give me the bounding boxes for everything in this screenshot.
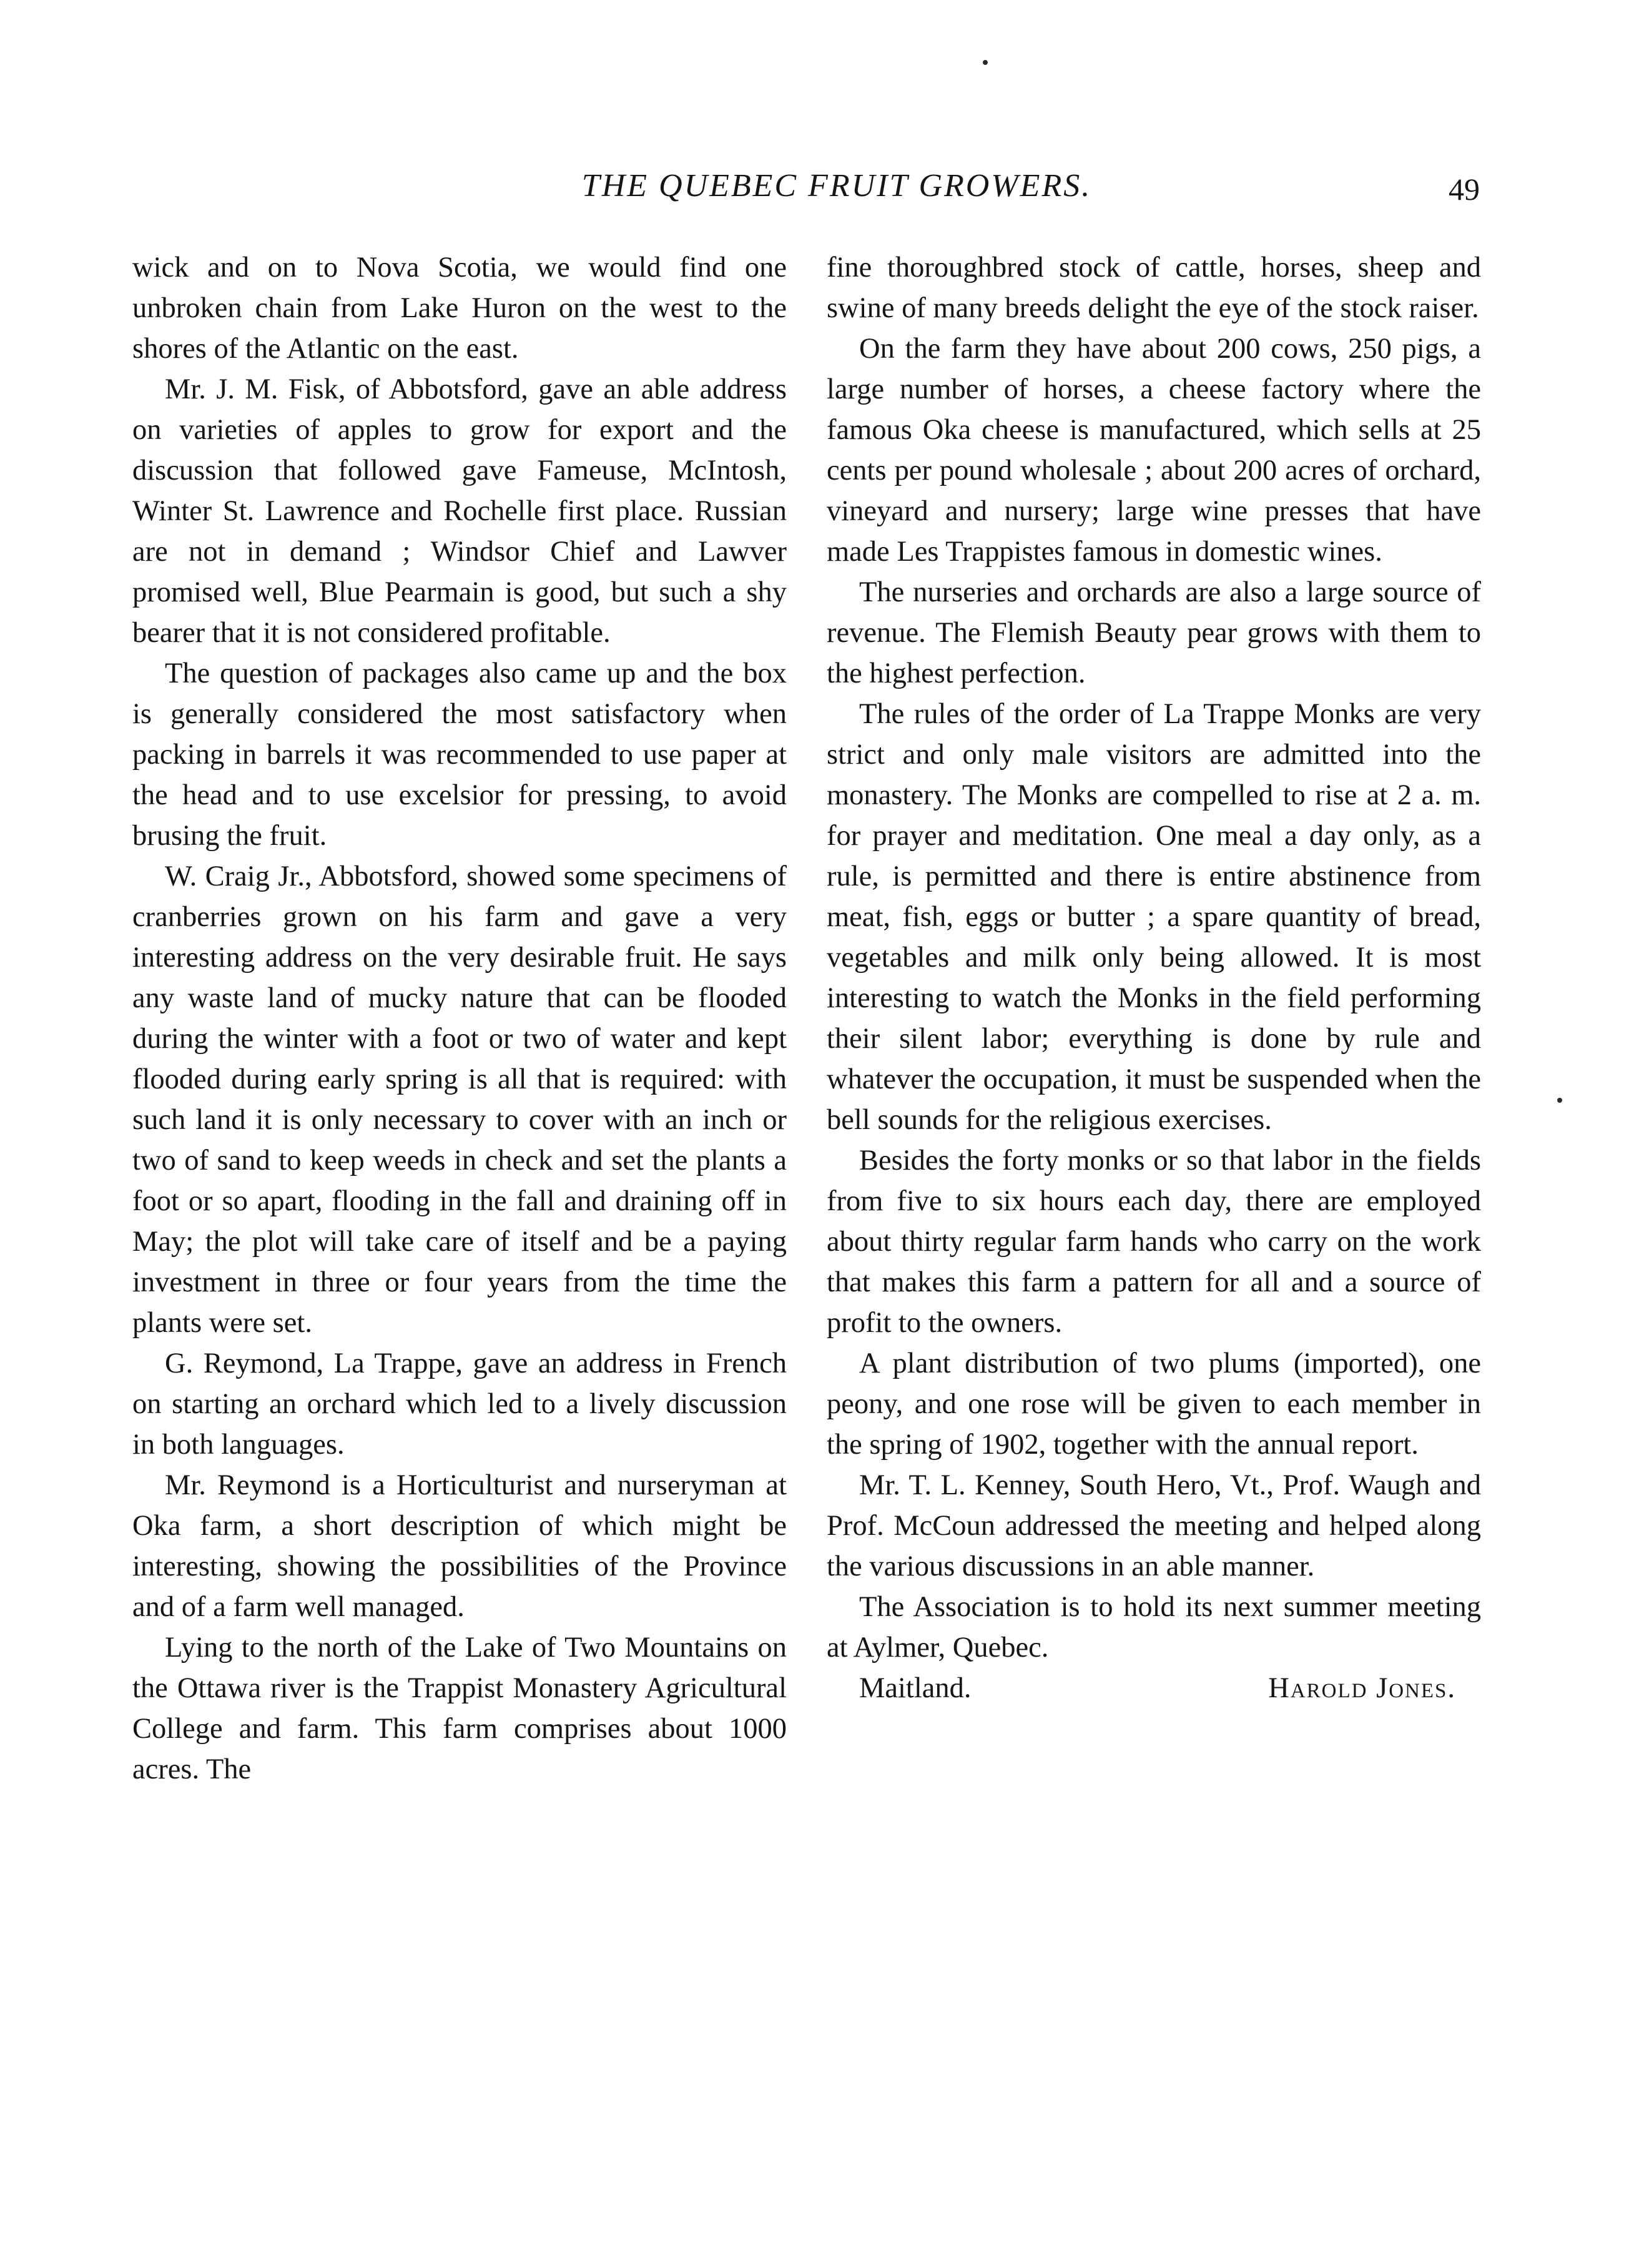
paragraph: wick and on to Nova Scotia, we would find one unbroken chain from Lake Huron on the west to the shores of the Atlantic on the east. xyxy=(132,252,787,365)
paragraph: A plant distribution of two plums (imported), one peony, and one rose will be given to each member in the spring of 1902, together with the annual report. xyxy=(827,1348,1481,1461)
signoff-author: Harold Jones. xyxy=(1268,1672,1456,1704)
left-column xyxy=(132,247,787,1790)
paragraph: Lying to the north of the Lake of Two Mountains on the Ottawa river is the Trappist Monastery Agricultural College and farm. This farm comprises about 1000 acres. The xyxy=(132,1632,787,1785)
signoff xyxy=(827,1668,1481,1708)
paragraph: fine thoroughbred stock of cattle, horses, sheep and swine of many breeds delight the eye of the stock raiser. xyxy=(827,252,1481,324)
page-number: 49 xyxy=(1449,172,1480,207)
paragraph: W. Craig Jr., Abbotsford, showed some specimens of cranberries grown on his farm and gave a very interesting address on the very desirable fruit. He says any waste land of mucky nature that can be flooded during the winter with a foot or two of water and kept flooded during early spring is all that is required: with such land it is only necessary to cover with an inch or two of sand to keep weeds in check and set the plants a foot or so apart, flooding in the fall and draining off in May; the plot will take care of itself and be a paying investment in three or four years from the time the plants were set. xyxy=(132,860,787,1339)
paragraph: The rules of the order of La Trappe Monks are very strict and only male visitors are admitted into the monastery. The Monks are compelled to rise at 2 a. m. for prayer and meditation. One meal a day only, as a rule, is permitted and there is entire abstinence from meat, fish, eggs or butter ; a spare quantity of bread, vegetables and milk only being allowed. It is most interesting to watch the Monks in the field performing their silent labor; everything is done by rule and whatever the occupation, it must be suspended when the bell sounds for the religious exercises. xyxy=(827,698,1481,1136)
paragraph: Mr. J. M. Fisk, of Abbotsford, gave an able address on varieties of apples to grow for export and the discussion that followed gave Fameuse, McIntosh, Winter St. Lawrence and Rochelle first place. Russian are not in demand ; Windsor Chief and Lawver promised well, Blue Pearmain is good, but such a shy bearer that it is not considered profitable. xyxy=(132,373,787,649)
page-header xyxy=(131,167,1505,217)
paragraph: The nurseries and orchards are also a large source of revenue. The Flemish Beauty pear grows with them to the highest perfection. xyxy=(827,576,1481,689)
print-speck xyxy=(983,60,988,65)
running-title: THE QUEBEC FRUIT GROWERS. xyxy=(581,168,1092,204)
paragraph: Mr. Reymond is a Horticulturist and nurseryman at Oka farm, a short description of which might be interesting, showing the possibilities of the Province and of a farm well managed. xyxy=(132,1469,787,1623)
right-column xyxy=(827,247,1481,1708)
paragraph: The question of packages also came up and the box is generally considered the most satisfactory when packing in barrels it was recommended to use paper at the head and to use excelsior for pressing, to avoid brusing the fruit. xyxy=(132,658,787,852)
paragraph: Besides the forty monks or so that labor in the fields from five to six hours each day, there are employed about thirty regular farm hands who carry on the work that makes this farm a pattern for all and a source of profit to the owners. xyxy=(827,1145,1481,1339)
paragraph: G. Reymond, La Trappe, gave an address in French on starting an orchard which led to a lively discussion in both languages. xyxy=(132,1348,787,1461)
paragraph: The Association is to hold its next summer meeting at Aylmer, Quebec. xyxy=(827,1591,1481,1664)
print-speck xyxy=(1557,1098,1562,1103)
paragraph: On the farm they have about 200 cows, 250 pigs, a large number of horses, a cheese factory where the famous Oka cheese is manufactured, which sells at 25 cents per pound wholesale ; about 200 acres of orchard, vineyard and nursery; large wine presses that have made Les Trappistes famous in domestic wines. xyxy=(827,333,1481,568)
signoff-place: Maitland. xyxy=(859,1672,972,1704)
paragraph: Mr. T. L. Kenney, South Hero, Vt., Prof. Waugh and Prof. McCoun addressed the meeting and helped along the various discussions in an able manner. xyxy=(827,1469,1481,1582)
